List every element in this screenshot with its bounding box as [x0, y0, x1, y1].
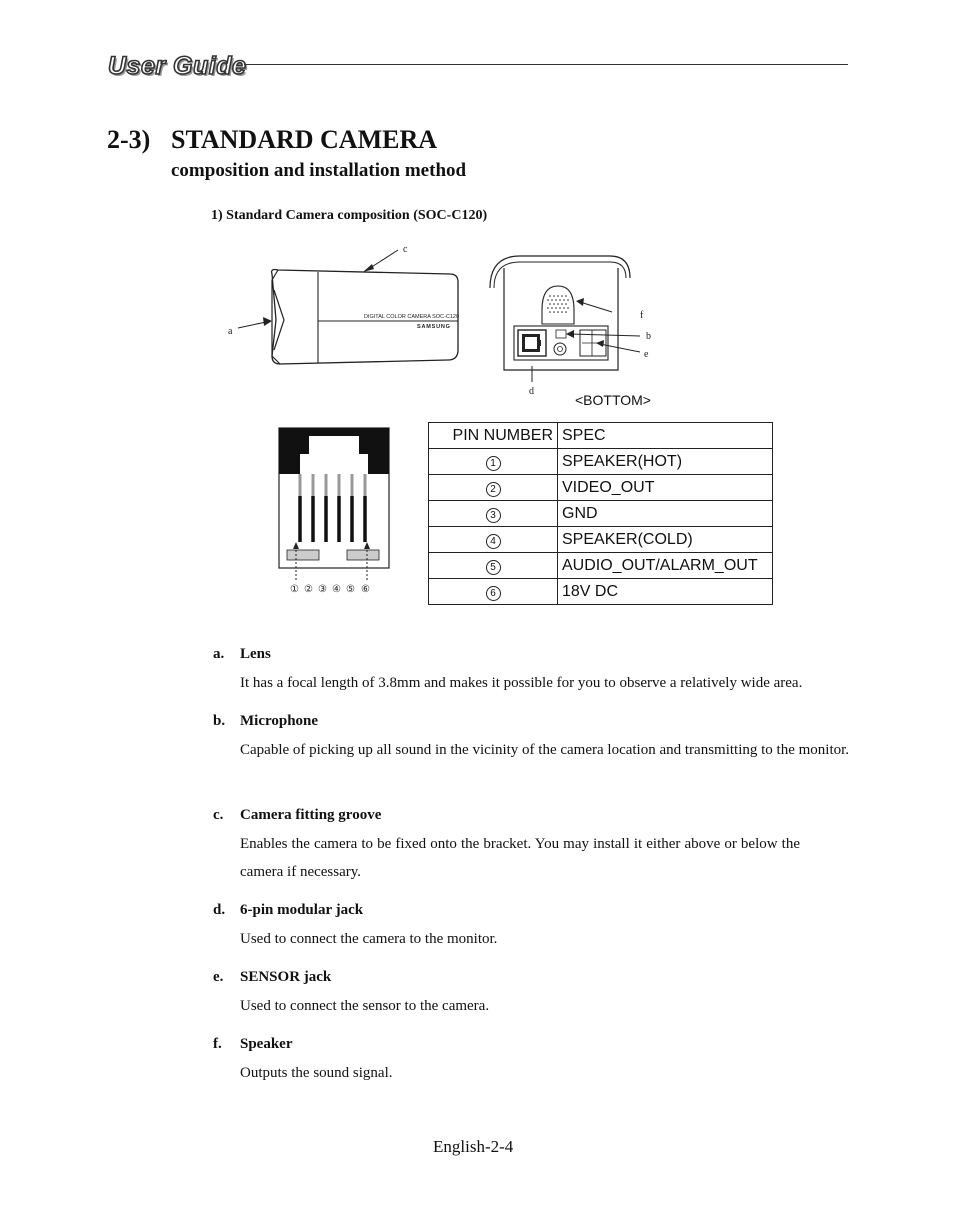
bottom-view-label: <BOTTOM>	[575, 392, 651, 408]
pin-number: 2	[486, 482, 501, 497]
item-body: Outputs the sound signal.	[240, 1065, 393, 1081]
header-rule	[244, 64, 848, 65]
camera-side-illustration	[220, 240, 470, 370]
pin-label-2: ②	[304, 584, 313, 595]
pin-spec: SPEAKER(COLD)	[558, 527, 773, 553]
section-subtitle: composition and installation method	[171, 160, 467, 181]
pin-label-1: ①	[290, 584, 299, 595]
camera-bottom-illustration	[480, 248, 670, 398]
samsung-logo: SAMSUNG	[417, 324, 451, 330]
table-row	[429, 501, 773, 527]
pin-label-6: ⑥	[361, 584, 370, 595]
item-lens	[213, 646, 853, 697]
section-title-text: STANDARD CAMERA	[171, 125, 438, 154]
item-letter: f.	[213, 1036, 222, 1052]
callout-e: e	[644, 349, 649, 360]
section-title	[107, 125, 437, 155]
pin-number-header: PIN NUMBER	[429, 423, 558, 449]
item-sensor-jack	[213, 969, 853, 1020]
item-letter: e.	[213, 969, 224, 985]
item-body: It has a focal length of 3.8mm and makes it possible for you to observe a relatively wide area.	[240, 675, 803, 691]
callout-c: c	[403, 244, 408, 255]
item-fitting-groove	[213, 807, 853, 886]
pin-spec: GND	[558, 501, 773, 527]
item-microphone	[213, 713, 853, 764]
item-body: Capable of picking up all sound in the vicinity of the camera location and transmitting to the monitor.	[240, 742, 850, 758]
item-body: Enables the camera to be fixed onto the bracket. You may install it either above or below the camera if necessary.	[240, 836, 800, 880]
user-guide-logo: User Guide	[108, 52, 247, 80]
table-row	[429, 579, 773, 605]
callout-d: d	[529, 386, 534, 397]
pin-spec: VIDEO_OUT	[558, 475, 773, 501]
pin-spec-table	[428, 422, 773, 605]
pin-label-3: ③	[318, 584, 327, 595]
page-number: English-2-4	[433, 1137, 514, 1156]
table-row	[429, 527, 773, 553]
item-title: Microphone	[240, 713, 319, 729]
item-title: Camera fitting groove	[240, 807, 382, 823]
item-letter: b.	[213, 713, 226, 729]
item-title: SENSOR jack	[240, 969, 332, 985]
spec-header: SPEC	[558, 423, 773, 449]
pin-number: 4	[486, 534, 501, 549]
pin-spec: AUDIO_OUT/ALARM_OUT	[558, 553, 773, 579]
pin-number: 6	[486, 586, 501, 601]
callout-f: f	[640, 310, 644, 321]
item-speaker	[213, 1036, 853, 1087]
modular-jack-diagram	[276, 426, 394, 598]
item-letter: a.	[213, 646, 225, 662]
item-title: 6-pin modular jack	[240, 902, 364, 918]
section-number: 2-3)	[107, 125, 151, 154]
pin-spec: 18V DC	[558, 579, 773, 605]
pin-label-4: ④	[332, 584, 341, 595]
table-row	[429, 553, 773, 579]
item-body: Used to connect the sensor to the camera.	[240, 998, 490, 1014]
callout-b: b	[646, 331, 651, 342]
pin-number: 3	[486, 508, 501, 523]
item-title: Lens	[240, 646, 271, 662]
item-title: Speaker	[240, 1036, 293, 1052]
callout-a: a	[228, 326, 233, 337]
camera-model-label: DIGITAL COLOR CAMERA SOC-C120	[364, 314, 460, 320]
item-body: Used to connect the camera to the monitor.	[240, 931, 498, 947]
item-letter: d.	[213, 902, 226, 918]
pin-label-5: ⑤	[346, 584, 355, 595]
item-modular-jack	[213, 902, 853, 953]
table-row	[429, 449, 773, 475]
pin-number: 1	[486, 456, 501, 471]
table-header-row	[429, 423, 773, 449]
pin-spec: SPEAKER(HOT)	[558, 449, 773, 475]
figure-caption: 1) Standard Camera composition (SOC-C120)	[211, 208, 488, 223]
pin-number: 5	[486, 560, 501, 575]
item-letter: c.	[213, 807, 224, 823]
table-row	[429, 475, 773, 501]
